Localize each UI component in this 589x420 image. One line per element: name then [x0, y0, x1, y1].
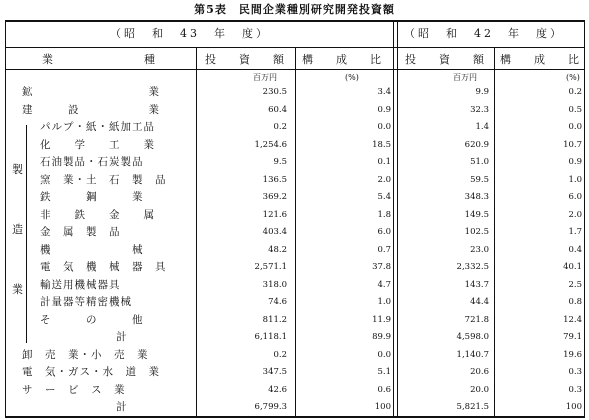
cell-amount-1967: 102.5	[464, 227, 489, 237]
row-category: 計量器等精密機械	[40, 296, 132, 308]
cell-amount-1967: 51.0	[470, 157, 489, 167]
column-header-investment-1968: 投 資 額	[205, 53, 290, 66]
cell-amount-1967: 143.7	[464, 279, 489, 290]
cell-ratio-1967: 0.8	[568, 297, 582, 307]
group-label-char-1: 製	[12, 163, 23, 176]
row-category: 輸送用機械器具	[40, 278, 121, 291]
cell-ratio-1967: 0.4	[568, 244, 582, 255]
cell-amount-1967: 721.8	[464, 314, 489, 325]
group-label-char-3: 業	[12, 283, 23, 296]
cell-ratio-1968: 0.0	[377, 349, 391, 360]
row-category: 機 械	[40, 243, 144, 256]
row-category: 計	[116, 401, 128, 413]
cell-amount-1967: 620.9	[464, 139, 489, 150]
cell-ratio-1967: 79.1	[563, 332, 582, 342]
cell-amount-1968: 0.2	[273, 122, 287, 132]
row-category: そ の 他	[40, 313, 144, 326]
cell-amount-1967: 5,821.5	[456, 402, 489, 412]
cell-ratio-1968: 1.0	[377, 297, 391, 307]
cell-ratio-1967: 6.0	[568, 192, 582, 202]
cell-ratio-1968: 6.0	[377, 227, 391, 237]
cell-amount-1968: 0.2	[273, 349, 287, 360]
cell-amount-1968: 9.5	[273, 157, 287, 167]
cell-ratio-1968: 0.7	[377, 244, 391, 255]
cell-ratio-1967: 10.7	[563, 139, 582, 150]
row-category: 建 設 業	[22, 103, 160, 116]
cell-ratio-1968: 18.5	[372, 139, 391, 150]
cell-ratio-1968: 37.8	[372, 262, 391, 272]
cell-ratio-1967: 2.0	[568, 209, 582, 220]
period-header-1968: （昭 和 43 年 度）	[110, 27, 270, 40]
row-category: 窯 業・土 石 製 品	[40, 173, 167, 186]
row-category: サ ー ビ ス 業	[22, 383, 126, 396]
row-category: 鉄 鋼 業	[40, 191, 144, 203]
unit-percent-1967: (%)	[566, 73, 580, 82]
cell-ratio-1968: 100	[374, 402, 391, 412]
row-category: 金 属 製 品	[40, 226, 121, 238]
cell-amount-1968: 369.2	[262, 192, 287, 202]
cell-amount-1967: 1,140.7	[456, 349, 489, 360]
cell-ratio-1967: 0.3	[568, 367, 582, 377]
cell-amount-1968: 121.6	[262, 209, 287, 220]
cell-amount-1967: 20.0	[470, 384, 489, 395]
cell-amount-1967: 149.5	[464, 209, 489, 220]
row-category: 鉱 業	[22, 86, 160, 98]
row-category: 計	[116, 331, 128, 343]
table-title: 第5表 民間企業種別研究開発投資額	[194, 3, 395, 16]
column-header-category: 業 種	[42, 53, 161, 66]
cell-amount-1967: 32.3	[470, 104, 489, 115]
unit-amount-1967: 百万円	[453, 73, 477, 82]
cell-amount-1967: 1.4	[475, 122, 489, 132]
cell-ratio-1967: 1.0	[568, 174, 582, 185]
cell-amount-1968: 2,571.1	[254, 262, 287, 272]
cell-ratio-1967: 12.4	[563, 314, 582, 325]
cell-amount-1968: 811.2	[262, 314, 287, 325]
cell-amount-1968: 403.4	[262, 227, 287, 237]
cell-ratio-1968: 4.7	[377, 279, 391, 290]
cell-amount-1967: 9.9	[475, 87, 489, 97]
cell-ratio-1967: 0.5	[568, 104, 582, 115]
cell-amount-1967: 44.4	[470, 297, 489, 307]
column-header-ratio-1967: 構 成 比	[500, 53, 585, 66]
cell-ratio-1967: 1.7	[568, 227, 582, 237]
cell-amount-1968: 42.6	[268, 384, 287, 395]
cell-amount-1967: 20.6	[470, 367, 489, 377]
group-bracket	[26, 125, 27, 343]
cell-ratio-1967: 0.2	[568, 87, 582, 97]
cell-ratio-1968: 0.6	[377, 384, 391, 395]
row-category: 石油製品・石炭製品	[40, 156, 144, 168]
cell-amount-1968: 1,254.6	[254, 139, 287, 150]
row-category: 非 鉄 金 属	[40, 208, 155, 221]
column-header-investment-1967: 投 資 額	[405, 53, 490, 66]
cell-ratio-1968: 1.8	[377, 209, 391, 220]
cell-ratio-1968: 2.0	[377, 174, 391, 185]
cell-amount-1968: 6,118.1	[254, 332, 287, 342]
row-category: 化 学 工 業	[40, 138, 155, 151]
cell-ratio-1968: 0.0	[377, 122, 391, 132]
group-label-char-2: 造	[12, 223, 23, 236]
cell-ratio-1968: 0.9	[377, 104, 391, 115]
cell-amount-1967: 348.3	[464, 192, 489, 202]
cell-amount-1968: 318.0	[262, 279, 287, 290]
cell-amount-1968: 48.2	[268, 244, 287, 255]
cell-amount-1968: 347.5	[262, 367, 287, 377]
row-category: 電 気 機 械 器 具	[40, 261, 167, 273]
cell-amount-1968: 74.6	[268, 297, 287, 307]
cell-amount-1968: 60.4	[268, 104, 287, 115]
cell-ratio-1967: 2.5	[568, 279, 582, 290]
cell-ratio-1968: 5.4	[377, 192, 391, 202]
cell-ratio-1968: 0.1	[377, 157, 391, 167]
cell-amount-1967: 2,332.5	[456, 262, 489, 272]
cell-ratio-1967: 0.3	[568, 384, 582, 395]
cell-ratio-1967: 0.9	[568, 157, 582, 167]
row-category: 電 気・ガス・水 道 業	[22, 366, 160, 378]
cell-ratio-1968: 5.1	[377, 367, 391, 377]
unit-amount-1968: 百万円	[253, 73, 277, 82]
cell-ratio-1968: 89.9	[372, 332, 391, 342]
unit-percent-1968: (%)	[345, 73, 359, 82]
column-header-ratio-1968: 構 成 比	[302, 53, 387, 66]
cell-ratio-1968: 3.4	[377, 87, 391, 97]
cell-ratio-1968: 11.9	[372, 314, 391, 325]
row-category: 卸 売 業・小 売 業	[22, 348, 149, 361]
cell-amount-1967: 23.0	[470, 244, 489, 255]
cell-amount-1968: 6,799.3	[254, 402, 287, 412]
cell-amount-1968: 136.5	[262, 174, 287, 185]
cell-amount-1967: 4,598.0	[456, 332, 489, 342]
cell-ratio-1967: 40.1	[563, 262, 582, 272]
row-category: パルプ・紙・紙加工品	[40, 121, 155, 133]
cell-ratio-1967: 0.0	[568, 122, 582, 132]
cell-amount-1967: 59.5	[470, 174, 489, 185]
cell-ratio-1967: 100	[565, 402, 582, 412]
period-header-1967: （昭 和 42 年 度）	[404, 27, 564, 40]
cell-amount-1968: 230.5	[262, 87, 287, 97]
cell-ratio-1967: 19.6	[563, 349, 582, 360]
